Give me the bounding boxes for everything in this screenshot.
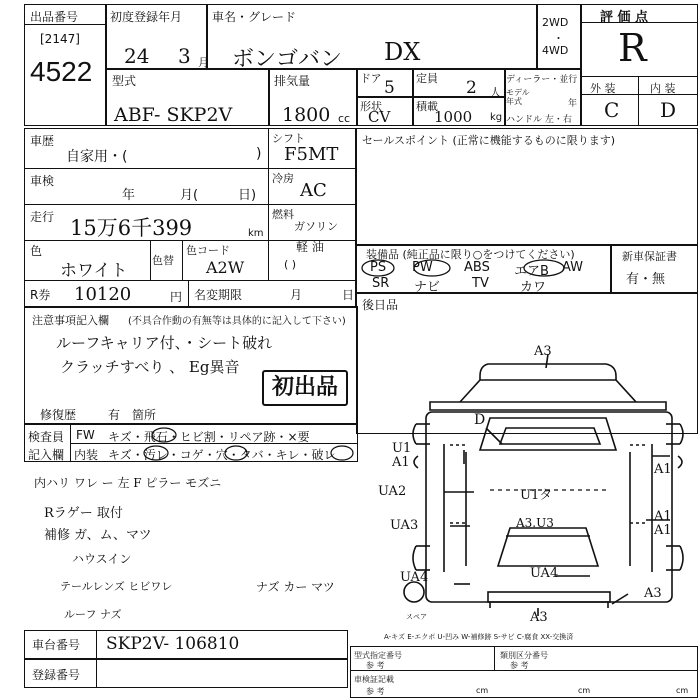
door-label: ドア [360,72,382,85]
notes-hint: (不具合作動の有無等は具体的に記入して下さい) [128,316,346,327]
lot-id: [2147] [40,32,80,46]
exterior-grade: C [604,98,620,122]
equipment-leather: カワ [520,280,547,295]
load-unit: kg [490,112,503,123]
inspector-label-2: 記入欄 [28,448,65,462]
history-value: 自家用・( [66,149,128,165]
disp-label: 排気量 [274,74,311,88]
handwritten-line-2: Rラゲー 取付 [44,506,123,521]
cap-unit: 人 [490,86,501,99]
doors: 5 [384,78,395,98]
divider [580,22,698,23]
damage-right-a1: A1 [654,462,672,477]
fw-label: FW [76,428,95,442]
divider [188,280,189,308]
notes-line-2: クラッチすべり 、 Eg異音 [60,358,240,376]
equipment-airbag: エアB [514,264,549,279]
inspector-label-1: 検査員 [28,430,65,444]
cap-label: 定員 [416,72,438,85]
deadline-label: 名変期限 [194,288,243,302]
damage-left-ua4: UA4 [400,570,429,585]
load: 1000 [434,108,473,126]
notes-line-1: ルーフキャリア付、・シート破れ [56,334,273,352]
handwritten-line-1: 内ハリ ワレ ー 左 F ピラー モズニ [34,476,222,490]
warranty-label: 新車保証書 [622,250,677,263]
divider [150,240,151,280]
color-value: ホワイト [60,261,128,281]
handle-label: ハンドル 左・右 [506,115,572,125]
interior-label: 内 装 [650,82,676,95]
divider [494,646,495,670]
equipment-circles [356,244,612,294]
class-ref: 参 考 [510,661,529,670]
shaken-day: 日) [238,188,257,203]
disp-unit: cc [338,112,351,125]
chassis-value: SKP2V- 106810 [106,634,240,654]
divider [182,240,183,280]
load-label: 積載 [416,100,438,113]
fuel-diesel: 軽 油 [296,240,324,254]
color-code: A2W [206,258,245,277]
car-label: 車名・グレード [212,10,297,24]
divider [580,76,698,77]
reg-month: 3 [178,44,191,68]
damage-legend: A-キズ E-エクボ U-凹み W-補修跡 S-サビ C-腐食 XX-交換済 [384,633,574,641]
interior-grade: D [660,98,677,122]
damage-top: A3 [534,344,552,359]
year-unit: 年 [568,99,578,109]
chassis-label: 車台番号 [32,638,81,652]
shaken-label: 車検 [30,174,55,188]
spare-label: スペア [406,613,427,621]
divider [24,24,106,25]
notes-label: 注意事項記入欄 [32,314,109,327]
divider [24,168,356,169]
handwritten-line-3: 補修 ガ、ム、マツ [44,528,152,543]
drive-2wd: 2WD [542,16,569,29]
damage-right-a1-2: A1 A1 [654,509,672,538]
equipment-sr: SR [372,276,390,291]
damage-left-ua2: UA2 [378,484,407,499]
damage-right-bottom: A3 [644,586,662,601]
type-ref: 参 考 [366,661,385,670]
type-label: 型式指定番号 [354,651,402,660]
damage-center-ua4: UA4 [530,566,559,581]
fuel-other: ( ) [284,258,297,271]
model-code: ABF- SKP2V [114,104,233,126]
handwritten-line-5: テールレンズ ヒビワレ [60,580,173,593]
divider [96,658,97,688]
inspector-circles [24,424,358,462]
model-label: 型式 [112,74,137,88]
size-label: 車検証記載 [354,675,394,684]
divider [268,128,269,280]
damage-a3u3: A3.U3 [516,516,554,530]
first-listing-text: 初出品 [271,375,338,400]
shaken-year: 年 [122,188,136,203]
color-label: 色 [30,244,43,258]
exterior-label: 外 装 [590,82,616,95]
recycle-value: 10120 [74,284,132,305]
divider [24,204,356,205]
aircon-value: AC [300,180,327,201]
deadline-day: 日 [342,288,355,302]
eval-score: R [618,26,647,70]
in-items: キズ・汚レ・コゲ・穴・タバ・キレ・破レ [108,448,336,462]
repair-label: 修復歴 [40,408,77,422]
warranty-value: 有・無 [626,272,666,287]
color-code-label: 色コード [186,244,230,257]
mileage-value: 15万6千399 [70,216,193,240]
lot-number: 4522 [30,56,93,87]
mileage-unit: km [248,228,264,239]
shape: CV [368,108,391,126]
fuel-gasoline: ガソリン [294,220,338,233]
drive-dot: ・ [553,32,564,45]
dealer-label: ディーラー・並行 [506,75,578,85]
size-ref: 参 考 [366,687,385,696]
equipment-pw: PW [412,260,433,275]
damage-bottom: A3 [530,610,548,625]
equipment-ps: PS [370,260,387,275]
reg-month-unit: 月 [198,56,209,69]
divider [638,76,639,126]
first-listing-stamp [262,370,348,406]
shift-label: シフト [272,132,305,145]
equipment-navi: ナビ [414,280,441,295]
registration-label: 登録番号 [32,668,81,682]
divider [96,630,97,660]
car-grade: DX [384,38,421,66]
car-name: ボンゴバン [232,47,343,72]
mileage-label: 走行 [30,210,55,224]
equipment-aw: AW [562,260,584,275]
cm-3: cm [676,686,689,695]
damage-left-ua3: UA3 [390,518,419,533]
handwritten-mark-bottom: ナズ カー マツ [256,580,335,594]
model-year-label: モデル年式 [506,88,530,106]
drive-4wd: 4WD [542,44,569,57]
sales-label: セールスポイント (正常に機能するものに限ります) [362,134,616,147]
equipment-abs: ABS [464,260,490,275]
aircon-label: 冷房 [272,172,294,185]
damage-d: D [474,412,486,428]
equipment-tv: TV [472,276,489,291]
displacement: 1800 [282,104,331,126]
in-label: 内装 [74,448,99,462]
fw-items: キズ・飛石・ヒビ割・リペア跡・×要 [108,430,310,444]
capacity: 2 [466,78,477,98]
handwritten-line-6: ルーフ ナズ [64,608,122,621]
damage-center: U1タ [520,488,553,503]
after-label: 後日品 [362,298,399,312]
shape-label: 形状 [360,100,382,113]
deadline-month: 月 [290,288,303,302]
lot-label: 出品番号 [30,10,79,24]
reg-label: 初度登録年月 [110,10,183,24]
history-close: ) [256,146,262,162]
history-label: 車歴 [30,134,55,148]
repair-value: 有 [108,408,121,422]
equipment-label: 装備品 (純正品に限り○をつけてください) [366,248,575,261]
cm-1: cm [476,686,489,695]
reg-year: 24 [124,44,150,68]
cm-2: cm [578,686,591,695]
shaken-month: 月( [180,188,199,203]
class-label: 類別区分番号 [500,651,548,660]
handwritten-line-4: ハウスイン [72,552,132,566]
divider [580,94,698,95]
color-change-label: 色替 [152,254,174,267]
damage-left-u1a1: U1 A1 [392,441,412,470]
repair-close: 箇所 [132,408,157,422]
recycle-label: R券 [30,288,51,302]
eval-title: 評 価 点 [600,10,649,25]
shift-value: F5MT [284,144,339,165]
recycle-unit: 円 [170,290,183,304]
fuel-label: 燃料 [272,208,294,221]
